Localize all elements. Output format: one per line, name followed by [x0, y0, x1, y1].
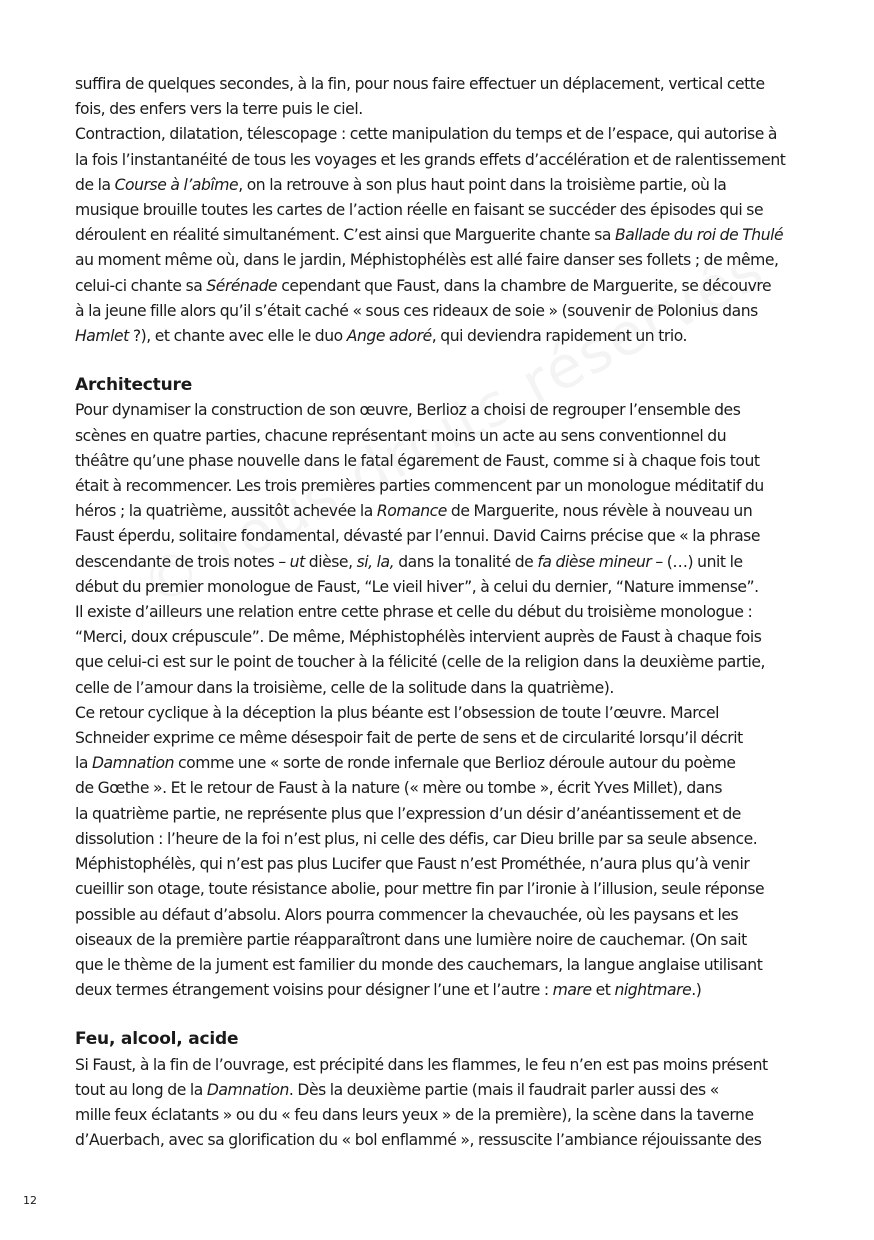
document-page — [75, 72, 795, 1153]
text-line: au moment même où, dans le jardin, Méphistophélès est allé faire danser ses follets ; de même, — [75, 251, 779, 270]
text-line: héros ; la quatrième, aussitôt achevée la Romance de Marguerite, nous révèle à nouveau un — [75, 502, 753, 521]
text-line: dissolution : l’heure de la foi n’est plus, ni celle des défis, car Dieu brille par sa seule absence. — [75, 829, 758, 848]
text-line: musique brouille toutes les cartes de l’action réelle en faisant se succéder des épisodes qui se — [75, 201, 764, 220]
text-line: la fois l’instantanéité de tous les voyages et les grands effets d’accélération et de ralentissement — [75, 150, 786, 169]
text-line: que celui-ci est sur le point de toucher à la félicité (celle de la religion dans la deuxième partie, — [75, 653, 766, 672]
text-line: deux termes étrangement voisins pour désigner l’une et l’autre : mare et nightmare.) — [75, 981, 702, 1000]
text-line: Méphistophélès, qui n’est pas plus Lucifer que Faust n’est Prométhée, n’aura plus qu’à venir — [75, 855, 750, 874]
paragraph-contraction — [75, 122, 795, 349]
text-line: Contraction, dilatation, télescopage : cette manipulation du temps et de l’espace, qui autorise à — [75, 125, 777, 144]
text-line: scènes en quatre parties, chacune représentant moins un acte au sens conventionnel du — [75, 426, 727, 445]
text-line: celle de l’amour dans la troisième, celle de la solitude dans la quatrième). — [75, 678, 614, 697]
text-line: Hamlet ?), et chante avec elle le duo Ange adoré, qui deviendra rapidement un trio. — [75, 327, 688, 346]
text-line: début du premier monologue de Faust, “Le vieil hiver”, à celui du dernier, “Nature immense”. — [75, 577, 759, 596]
work-title: Hamlet — [75, 327, 129, 346]
text-line: Si Faust, à la fin de l’ouvrage, est précipité dans les flammes, le feu n’en est pas moins présent — [75, 1055, 768, 1074]
text-line: tout au long de la Damnation. Dès la deuxième partie (mais il faudrait parler aussi des « — [75, 1080, 719, 1099]
text-line: théâtre qu’une phase nouvelle dans le fatal égarement de Faust, comme si à chaque fois tout — [75, 451, 760, 470]
text-line: était à recommencer. Les trois premières parties commencent par un monologue méditatif du — [75, 477, 764, 496]
spacer — [75, 1003, 795, 1027]
text-line: mille feux éclatants » ou du « feu dans leurs yeux » de la première), la scène dans la taverne — [75, 1105, 754, 1124]
work-title: Sérénade — [206, 276, 278, 295]
spacer — [75, 349, 795, 373]
paragraph-retour-cyclique — [75, 701, 795, 1003]
text-line: Il existe d’ailleurs une relation entre cette phrase et celle du début du troisième monologue : — [75, 603, 753, 622]
text-line: de Gœthe ». Et le retour de Faust à la nature (« mère ou tombe », écrit Yves Millet), dans — [75, 779, 723, 798]
text-line: suffira de quelques secondes, à la fin, pour nous faire effectuer un déplacement, vertical cette — [75, 75, 765, 93]
text-line: fois, des enfers vers la terre puis le ciel. — [75, 100, 363, 119]
work-title: Damnation — [92, 754, 175, 773]
text-line: oiseaux de la première partie réapparaîtront dans une lumière noire de cauchemar. (On sait — [75, 930, 747, 949]
text-line: à la jeune fille alors qu’il s’était caché « sous ces rideaux de soie » (souvenir de Polonius dans — [75, 301, 758, 320]
section-heading-architecture: Architecture — [75, 375, 193, 396]
page-number: 12 — [23, 1194, 37, 1207]
work-title: Ballade du roi de Thulé — [614, 226, 784, 245]
work-title: Romance — [376, 502, 447, 521]
text-line: Pour dynamiser la construction de son œuvre, Berlioz a choisi de regrouper l’ensemble des — [75, 401, 741, 420]
paragraph-feu — [75, 1053, 795, 1154]
text-line: la Damnation comme une « sorte de ronde infernale que Berlioz déroule autour du poème — [75, 754, 736, 773]
text-line: déroulent en réalité simultanément. C’est ainsi que Marguerite chante sa Ballade du roi de Thulé — [75, 226, 784, 245]
text-line: Ce retour cyclique à la déception la plus béante est l’obsession de toute l’œuvre. Marcel — [75, 703, 720, 722]
text-line: de la Course à l’abîme, on la retrouve à son plus haut point dans la troisième partie, où la — [75, 175, 727, 194]
section-heading-feu-alcool-acide: Feu, alcool, acide — [75, 1029, 239, 1050]
text-line: la quatrième partie, ne représente plus que l’expression d’un désir d’anéantissement et de — [75, 804, 741, 823]
work-title: Course à l’abîme — [114, 175, 239, 194]
text-line: celui-ci chante sa Sérénade cependant que Faust, dans la chambre de Marguerite, se découvre — [75, 276, 772, 295]
text-line: descendante de trois notes – ut dièse, si, la, dans la tonalité de fa dièse mineur – (…) unit le — [75, 552, 743, 571]
work-title: Damnation — [206, 1080, 289, 1099]
text-line: d’Auerbach, avec sa glorification du « bol enflammé », ressuscite l’ambiance réjouissante des — [75, 1131, 762, 1150]
paragraph-continuation — [75, 72, 795, 122]
text-line: “Merci, doux crépuscule”. De même, Méphistophélès intervient auprès de Faust à chaque fois — [75, 628, 762, 647]
text-line: cueillir son otage, toute résistance abolie, pour mettre fin par l’ironie à l’illusion, seule réponse — [75, 880, 765, 899]
paragraph-architecture — [75, 398, 795, 700]
text-line: Schneider exprime ce même désespoir fait de perte de sens et de circularité lorsqu’il décrit — [75, 729, 743, 748]
text-line: Faust éperdu, solitaire fondamental, dévasté par l’ennui. David Cairns précise que « la phrase — [75, 527, 760, 546]
text-line: possible au défaut d’absolu. Alors pourra commencer la chevauchée, où les paysans et les — [75, 905, 739, 924]
text-line: que le thème de la jument est familier du monde des cauchemars, la langue anglaise utilisant — [75, 955, 763, 974]
work-title: Ange adoré — [346, 327, 432, 346]
